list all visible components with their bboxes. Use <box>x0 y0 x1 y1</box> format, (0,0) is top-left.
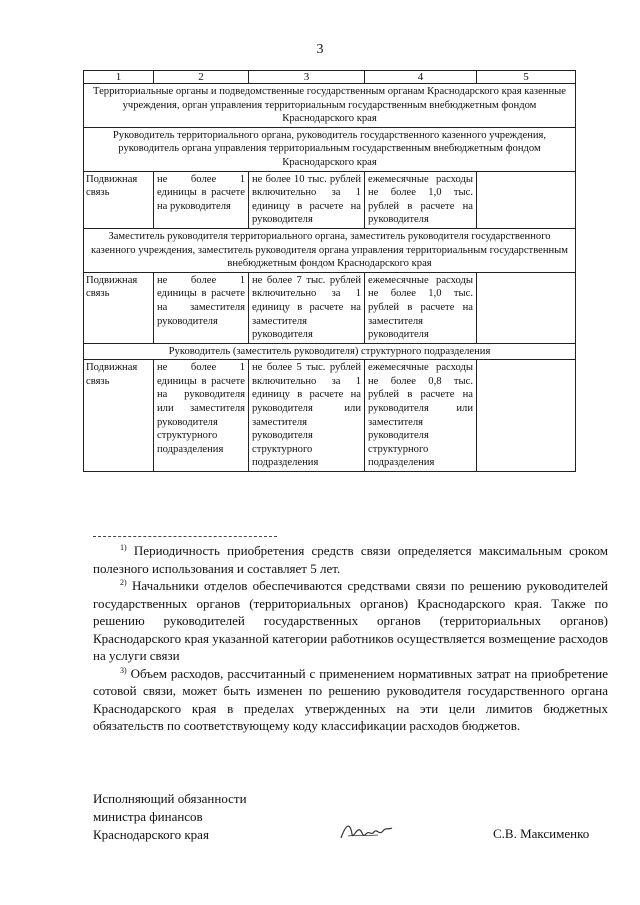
position-line: Исполняющий обязанности <box>93 791 247 806</box>
table-row <box>84 360 576 472</box>
norms-table <box>83 70 576 472</box>
col-number: 2 <box>154 71 249 84</box>
footnote-mark: 2) <box>120 578 127 587</box>
section-subheader-row <box>84 127 576 171</box>
handwritten-signature <box>338 818 394 849</box>
section-subheader-row <box>84 228 576 272</box>
col-number: 1 <box>84 71 154 84</box>
cell-quantity: не более 1 единицы в расчете на заместителя руководителя <box>154 272 249 343</box>
footnote-text: Объем расходов, рассчитанный с применением нормативных затрат на приобретение сотовой связи, может быть изменен по решению руководителя государственного органа Краснодарского края в пределах утвержденных на эти цели лимитов бюджетных обязательств по соответствующему коду классификации расходов бюджетов. <box>93 665 609 733</box>
section-header: Территориальные органы и подведомственные государственным органам Краснодарского края казенные учреждения, орган управления территориальным государственным внебюджетным фондом Краснодарского края <box>84 84 576 128</box>
footnote-mark: 3) <box>120 665 127 675</box>
cell-price: не более 10 тыс. рублей включительно за 1 единицу в расчете на руководителя <box>249 171 365 228</box>
footnote <box>93 665 608 735</box>
section-subheader: Руководитель (заместитель руководителя) структурного подразделения <box>84 343 576 360</box>
column-numbers-row <box>84 71 576 84</box>
cell-price: не более 5 тыс. рублей включительно за 1 единицу в расчете на руководителя или заместителя руководителя структурного подразделения <box>249 360 365 472</box>
cell-col5 <box>477 360 576 472</box>
section-subheader-row <box>84 343 576 360</box>
section-subheader: Заместитель руководителя территориального органа, заместитель руководителя государственного казенного учреждения, заместитель руководителя органа управления территориальным государственным внебюджетным фондом Краснодарского края <box>84 228 576 272</box>
page-number: 3 <box>316 42 324 57</box>
cell-expenses: ежемесячные расходы не более 0,8 тыс. рублей в расчете на руководителя или заместителя руководителя структурного подразделения <box>365 360 477 472</box>
cell-type: Подвижная связь <box>84 360 154 472</box>
cell-expenses: ежемесячные расходы не более 1,0 тыс. рублей в расчете на руководителя <box>365 171 477 228</box>
section-header-row <box>84 84 576 128</box>
position-line: министра финансов <box>93 809 203 824</box>
footnote-text: Начальники отделов обеспечиваются средствами связи по решению руководителей государственных органов (территориальных органов) Краснодарского края. Также по решению руководителей государственных органов (территориальных органов) Краснодарского края указанной категории работников осуществляется возмещение расходов на услуги связи <box>93 578 609 663</box>
col-number: 3 <box>249 71 365 84</box>
table-row <box>84 171 576 228</box>
footnote-mark: 1) <box>120 543 127 552</box>
table-row <box>84 272 576 343</box>
footnotes <box>93 542 608 735</box>
cell-quantity: не более 1 единицы в расчете на руководителя <box>154 171 249 228</box>
cell-expenses: ежемесячные расходы не более 1,0 тыс. рублей в расчете на заместителя руководителя <box>365 272 477 343</box>
cell-price: не более 7 тыс. рублей включительно за 1 единицу в расчете на заместителя руководителя <box>249 272 365 343</box>
cell-type: Подвижная связь <box>84 171 154 228</box>
position-line: Краснодарского края <box>93 827 209 842</box>
signatory-name: С.В. Максименко <box>493 826 590 841</box>
footnote <box>93 577 608 665</box>
col-number: 4 <box>365 71 477 84</box>
section-subheader: Руководитель территориального органа, руководитель государственного казенного учреждения, руководитель органа управления территориальным государственным внебюджетным фондом Краснодарского края <box>84 127 576 171</box>
footnote <box>93 542 608 577</box>
cell-col5 <box>477 272 576 343</box>
cell-type: Подвижная связь <box>84 272 154 343</box>
cell-col5 <box>477 171 576 228</box>
cell-quantity: не более 1 единицы в расчете на руководителя или заместителя руководителя структурного подразделения <box>154 360 249 472</box>
col-number: 5 <box>477 71 576 84</box>
footnote-text: Периодичность приобретения средств связи определяется максимальным сроком полезного использования и составляет 5 лет. <box>93 543 608 576</box>
signatory-position <box>93 790 247 844</box>
footnote-separator <box>93 536 277 537</box>
